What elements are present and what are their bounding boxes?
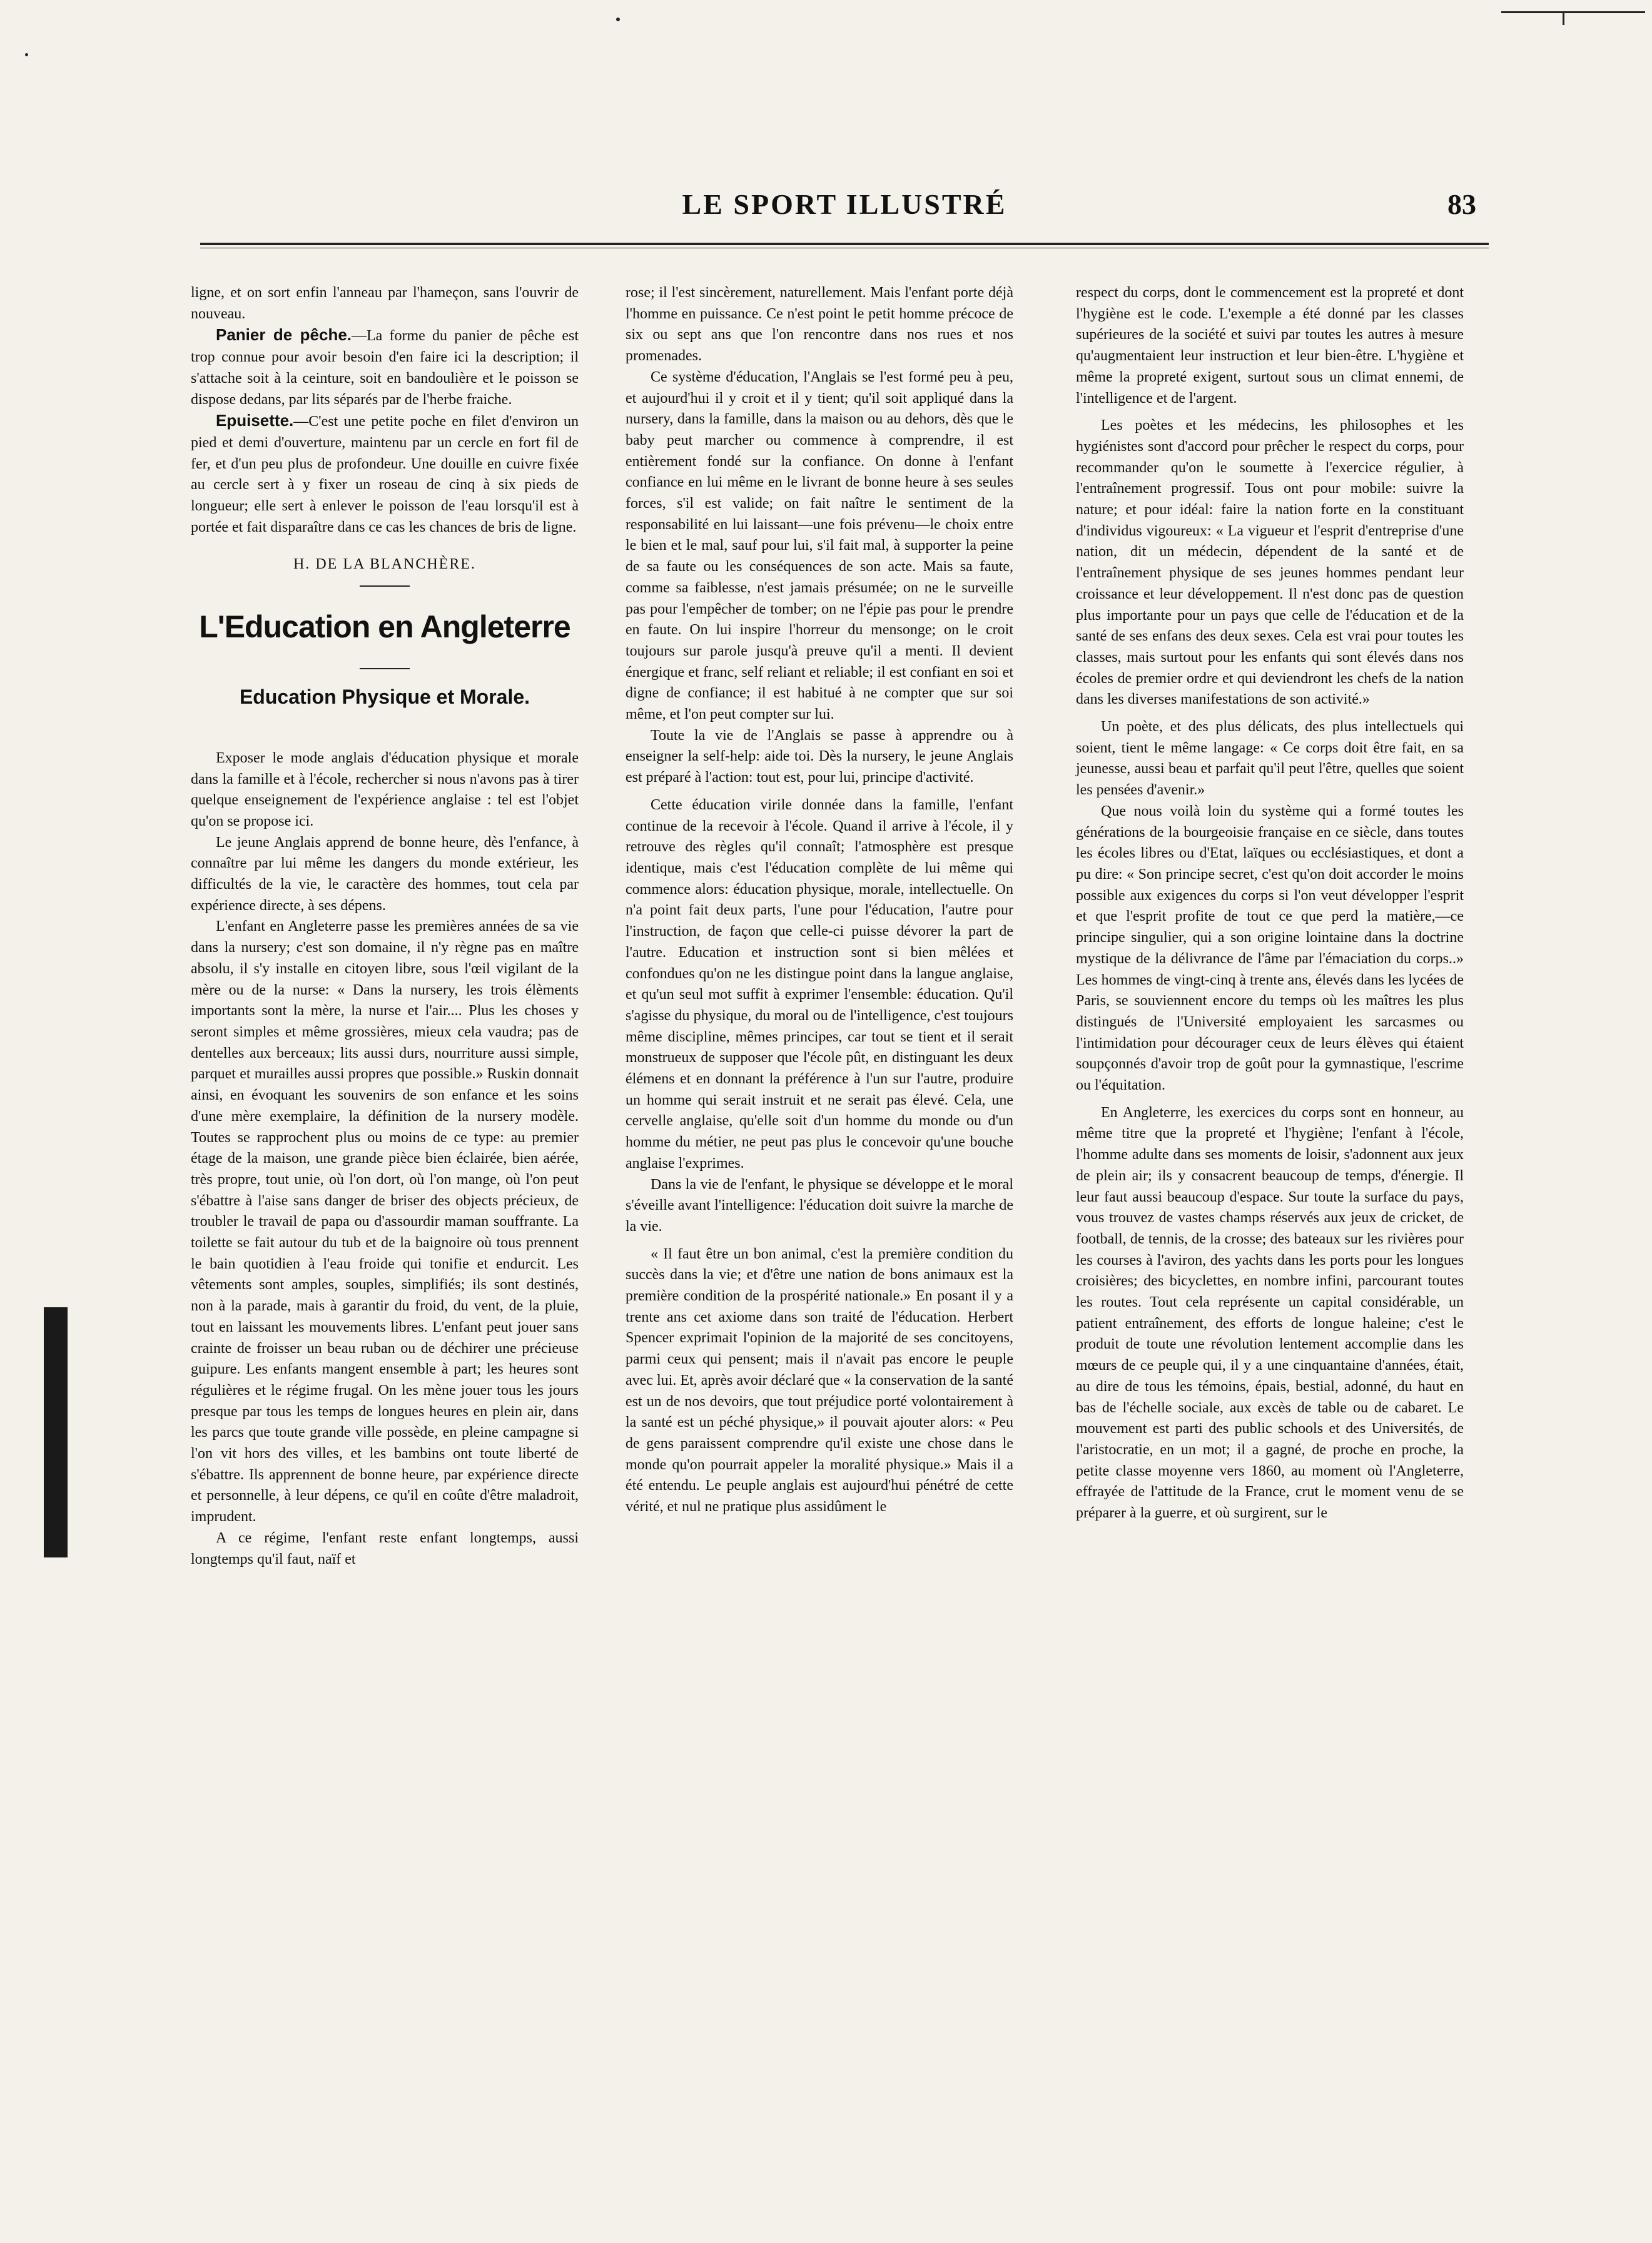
paragraph: L'enfant en Angleterre passe les premières années de sa vie dans la nursery; c'est son domaine, il n'y règne pas en maître absolu, il s'y installe en citoyen libre, sous l'œil vigilant de la mère ou de la nurse: « Dans la nursery, les trois élèments importants sont la mère, la nurse et l'air.... Plus les choses y seront simples et même grossières, mieux cela vaudra; pas de dentelles aux berceaux; lits aussi durs, nourriture aussi simple, parquet et murailles aussi propres que possible.» Ruskin donnait ainsi, en évoquant les souvenirs de son enfance et les soins d'une mère exemplaire, la définition de la nursery modèle. Toutes se rapprochent plus ou moins de ce type: au premier étage de la maison, une grande pièce bien éclairée, bien aérée, très propre, tout unie, où l'on dort, où l'on mange, où l'on peut s'ébattre à l'aise sans danger de briser des objects précieux, de troubler le travail de papa ou d'assourdir maman souffrante. La toilette se fait autour du tub et de la baignoire où tous prennent le bain quotidien à l'eau froide qui tonifie et endurcit. Les vêtements sont amples, souples, simplifiés; ils sont destinés, non à la parade, mais à garantir du froid, du vent, de la pluie, tout en laissant les mouvements libres. L'enfant peut jouer sans crainte de froisser un beau ruban ou de déchirer une précieuse guipure. Les enfants mangent ensemble à part; les heures sont régulières et le régime frugal. On les mène jouer tous les jours presque par tous les temps de longues heures en plein air, dans les parcs que toute grande ville possède, en pleine campagne si l'on vit hors des villes, et les bambins ont toute liberté de s'ébattre. Ils apprennent de bonne heure, par expérience directe et personnelle, à leur dépens, ce qu'il en coûte d'être maladroit, imprudent. xyxy=(191,918,579,1526)
glossary-term: Panier de pêche. xyxy=(216,325,352,345)
section-divider xyxy=(360,668,410,669)
paragraph: Exposer le mode anglais d'éducation physique et morale dans la famille et à l'école, rechercher si nous n'avons pas à tirer quelque enseignement de l'expérience anglaise : tel est l'objet qu'on se propose ici. xyxy=(191,749,579,829)
article-title: L'Education en Angleterre xyxy=(199,609,570,645)
top-rule-tick xyxy=(1563,11,1564,25)
page-number: 83 xyxy=(1447,188,1476,220)
journal-title: LE SPORT ILLUSTRÉ xyxy=(682,188,1007,220)
paragraph: rose; il l'est sincèrement, naturellement. Mais l'enfant porte déjà l'homme en puissance. Ce n'est point le petit homme précoce de six ou sept ans que l'on rencontre dans nos rues et nos promenades. xyxy=(626,285,1013,365)
paragraph: ligne, et on sort enfin l'anneau par l'hameçon, sans l'ouvrir de nouveau. xyxy=(191,285,579,322)
author-signature: H. DE LA BLANCHÈRE. xyxy=(293,556,476,573)
paragraph: A ce régime, l'enfant reste enfant longtemps, aussi longtemps qu'il faut, naïf et xyxy=(191,1529,579,1567)
section-divider xyxy=(360,585,410,587)
paragraph xyxy=(191,325,579,410)
paragraph: « Il faut être un bon animal, c'est la première condition du succès dans la vie; et d'être une nation de bons animaux est la première condition de la prospérité nationale.» En posant il y a trente ans cet axiome dans son traité de l'éducation. Herbert Spencer exprimait l'opinion de la majorité de ses concitoyens, parmi ceux qui pensent; mais il n'avait pas encore le peuple avec lui. Et, après avoir déclaré que « la conservation de la santé est un de nos devoirs, que tout préjudice porté volontairement à la santé est un péché physique,» il pouvait ajouter alors: « Peu de gens paraissent comprendre qu'il existe une chose dans le monde qu'on pourrait appeler la moralité physique.» Mais il a été entendu. Le peuple anglais est aujourd'hui pénétré de cette vérité, et nul ne pratique plus assidûment le xyxy=(626,1245,1013,1516)
paragraph: Les poètes et les médecins, les philosophes et les hygiénistes sont d'accord pour prêcher le respect du corps, pour recommander qu'on le soumette à l'exercice régulier, à l'entraînement progressif. Tous ont pour mobile: suivre la nature; et pour idéal: faire la nation forte en la constituant d'individus vigoureux: « La vigueur et l'esprit d'entreprise d'une nation, dit un médecin, dépendent de la santé et de l'entraînement physique de ses jeunes hommes pendant leur croissance et leur développement. Il n'est donc pas de question plus importante pour un pays que celle de l'éducation et de la santé de ses enfans des deux sexes. Cela est vrai pour toutes les classes, mais surtout pour les enfants qui sont élevés dans nos écoles de premier ordre et qui deviendront les chefs de la nation dans les diverses manifestations de son activité.» xyxy=(1076,417,1464,708)
paragraph: Que nous voilà loin du système qui a formé toutes les générations de la bourgeoisie française en ce siècle, dans toutes les écoles libres ou d'Etat, laïques ou ecclésiastiques, et dont a pu dire: « Son principe secret, c'est qu'on doit accorder le moins possible aux exigences du corps si l'on veut développer l'esprit et que l'esprit profite de tout ce que perd la matière,—ce principe singulier, qui a son origine lointaine dans la doctrine mystique de la délivrance de l'âme par l'émaciation du corps..» Les hommes de vingt-cinq à trente ans, élevés dans les lycées de Paris, se souviennent encore du temps où les maîtres les plus distingués de l'Université employaient les sarcasmes ou l'intimidation pour décourager ceux de leurs élèves qui étaient soupçonnés d'avoir trop de goût pour la gymnastique, l'escrime ou l'équitation. xyxy=(1076,803,1464,1094)
glossary-term: Epuisette. xyxy=(216,411,294,430)
paragraph xyxy=(191,410,579,538)
page-header xyxy=(200,188,1489,231)
ink-dot xyxy=(25,53,28,56)
paragraph: Le jeune Anglais apprend de bonne heure, dès l'enfance, à connaître par lui même les dangers du monde extérieur, les difficultés de la vie, le caractère des hommes, tout cela par expérience directe, à ses dépens. xyxy=(191,834,579,914)
paragraph-text: —La forme du panier de pêche est trop connue pour avoir besoin d'en faire ici la description; il s'attache soit à la ceinture, soit en bandoulière et le poisson se dispose dedans, par lits séparés par de l'herbe fraiche. xyxy=(191,328,579,408)
paragraph: respect du corps, dont le commencement est la propreté et dont l'hygiène est le code. L'exemple a été donné par les classes supérieures de la société et suivi par toutes les autres à mesure qu'augmentaient leur instruction et leur bien-être. L'hygiène et même la propreté exigent, surtout sous un climat ennemi, de l'intelligence et de l'argent. xyxy=(1076,285,1464,407)
article-subtitle: Education Physique et Morale. xyxy=(239,686,530,709)
paragraph: En Angleterre, les exercices du corps sont en honneur, au même titre que la propreté et l'hygiène; l'enfant à l'école, l'homme adulte dans ses moments de loisir, s'adonnent aux jeux de plein air; ils y consacrent beaucoup de temps, d'énergie. Il leur faut aussi beaucoup d'espace. Sur toute la surface du pays, vous trouvez de vastes champs réservés aux jeux de cricket, de football, de tennis, de la crosse; des bateaux sur les rivières pour les courses à l'aviron, des yachts dans les ports pour les longues croisières; des bicyclettes, en nombre infini, parcourant toutes les routes. Tout cela représente un capital considérable, un patient entraînement, des efforts de longue haleine; c'est le produit de toute une révolution lentement accomplie dans les mœurs de ce peuple qui, il y a une cinquantaine d'années, était, au dire de tous les témoins, épais, bestial, adonné, du haut en bas de l'échelle sociale, aux excès de table ou de cabaret. Le mouvement est parti des public schools et des Universités, de l'aristocratie, en un mot; il a gagné, de proche en proche, la petite classe moyenne vers 1860, au moment où l'Angleterre, effrayée de l'attitude de la France, crut le moment venu de se préparer à la guerre, et où surgirent, sur le xyxy=(1076,1104,1464,1522)
top-rule-mark xyxy=(1501,11,1645,13)
text-column-1 xyxy=(191,283,579,1570)
header-rule-thick xyxy=(200,243,1489,245)
paragraph: Un poète, et des plus délicats, des plus intellectuels qui soient, tient le même langage: « Ce corps doit être fait, en sa jeunesse, aussi beau et parfait qu'il peut l'être, quelles que soient les pensées d'avenir.» xyxy=(1076,719,1464,799)
paragraph-text: —C'est une petite poche en filet d'environ un pied et demi d'ouverture, maintenu par un cercle en fort fil de fer, et d'un peu plus de profondeur. Une douille en cuivre fixée au cercle sert à y fixer un roseau de cinq à six pieds de longueur; elle sert à enlever le poisson de l'eau lorsqu'il est à portée et fait disparaître dans ce cas les chances de bris de ligne. xyxy=(191,413,579,535)
text-column-2 xyxy=(626,283,1013,1518)
paragraph: Toute la vie de l'Anglais se passe à apprendre ou à enseigner la self-help: aide toi. Dès la nursery, le jeune Anglais est préparé à l'action: tout est, pour lui, principe d'activité. xyxy=(626,727,1013,786)
paragraph: Ce système d'éducation, l'Anglais se l'est formé peu à peu, et aujourd'hui il y croit et il y tient; qu'il soit appliqué dans la nursery, dans la famille, dans la maison ou au dehors, dès que le baby peut marcher ou commence à comprendre, il est entièrement fondé sur la confiance. On donne à l'enfant confiance en lui même en le livrant de bonne heure à ses seules forces, s'il est valide; on fait naître le sentiment de la responsabilité en lui laissant—une fois prévenu—le choix entre le bien et le mal, sauf pour lui, s'il fait mal, à supporter la peine de sa faute ou les conséquences de son acte. Mais sa faute, comme sa faiblesse, n'est jamais présumée; on ne le surveille pas pour l'empêcher de tomber; on ne l'épie pas pour le prendre en faute. On lui inspire l'horreur du mensonge; on le croit toujours sur parole jusqu'à preuve qu'il a menti. Il devient énergique et franc, self reliant et reliable; il est confiant en soi et digne de confiance; il est habitué à ne compter que sur soi même, et l'on peut compter sur lui. xyxy=(626,368,1013,723)
text-column-3 xyxy=(1076,283,1464,1524)
paragraph: Dans la vie de l'enfant, le physique se développe et le moral s'éveille avant l'intelligence: l'éducation doit suivre la marche de la vie. xyxy=(626,1176,1013,1235)
ink-dot xyxy=(616,18,620,21)
binding-ink-blot xyxy=(44,1307,68,1557)
paragraph: Cette éducation virile donnée dans la famille, l'enfant continue de la recevoir à l'école. Quand il arrive à l'école, il y retrouve des règles qu'il connaît; l'atmosphère est presque identique, mais c'est l'éducation complète de lui même qui commence alors: éducation physique, morale, intellectuelle. On n'a point fait deux parts, l'une pour l'éducation, l'autre pour l'instruction, de façon que celle-ci puisse dévorer la part de l'autre. Education et instruction sont si bien mêlées et confondues qu'on ne les distingue point dans la langue anglaise, et qu'un seul mot suffit à exprimer l'ensemble: éducation. Qu'il s'agisse du physique, du moral ou de l'intelligence, c'est toujours même discipline, mêmes principes, car tout se tient et il serait monstrueux de supposer que l'école pût, en distinguant les deux élémens et en donnant la préférence à l'un sur l'autre, produire un homme qui serait instruit et ne serait pas élevé. Cela, une cervelle anglaise, qu'elle soit d'un homme du monde ou d'un homme du métier, ne peut pas plus le concevoir qu'une bouche anglaise l'exprimes. xyxy=(626,796,1013,1172)
